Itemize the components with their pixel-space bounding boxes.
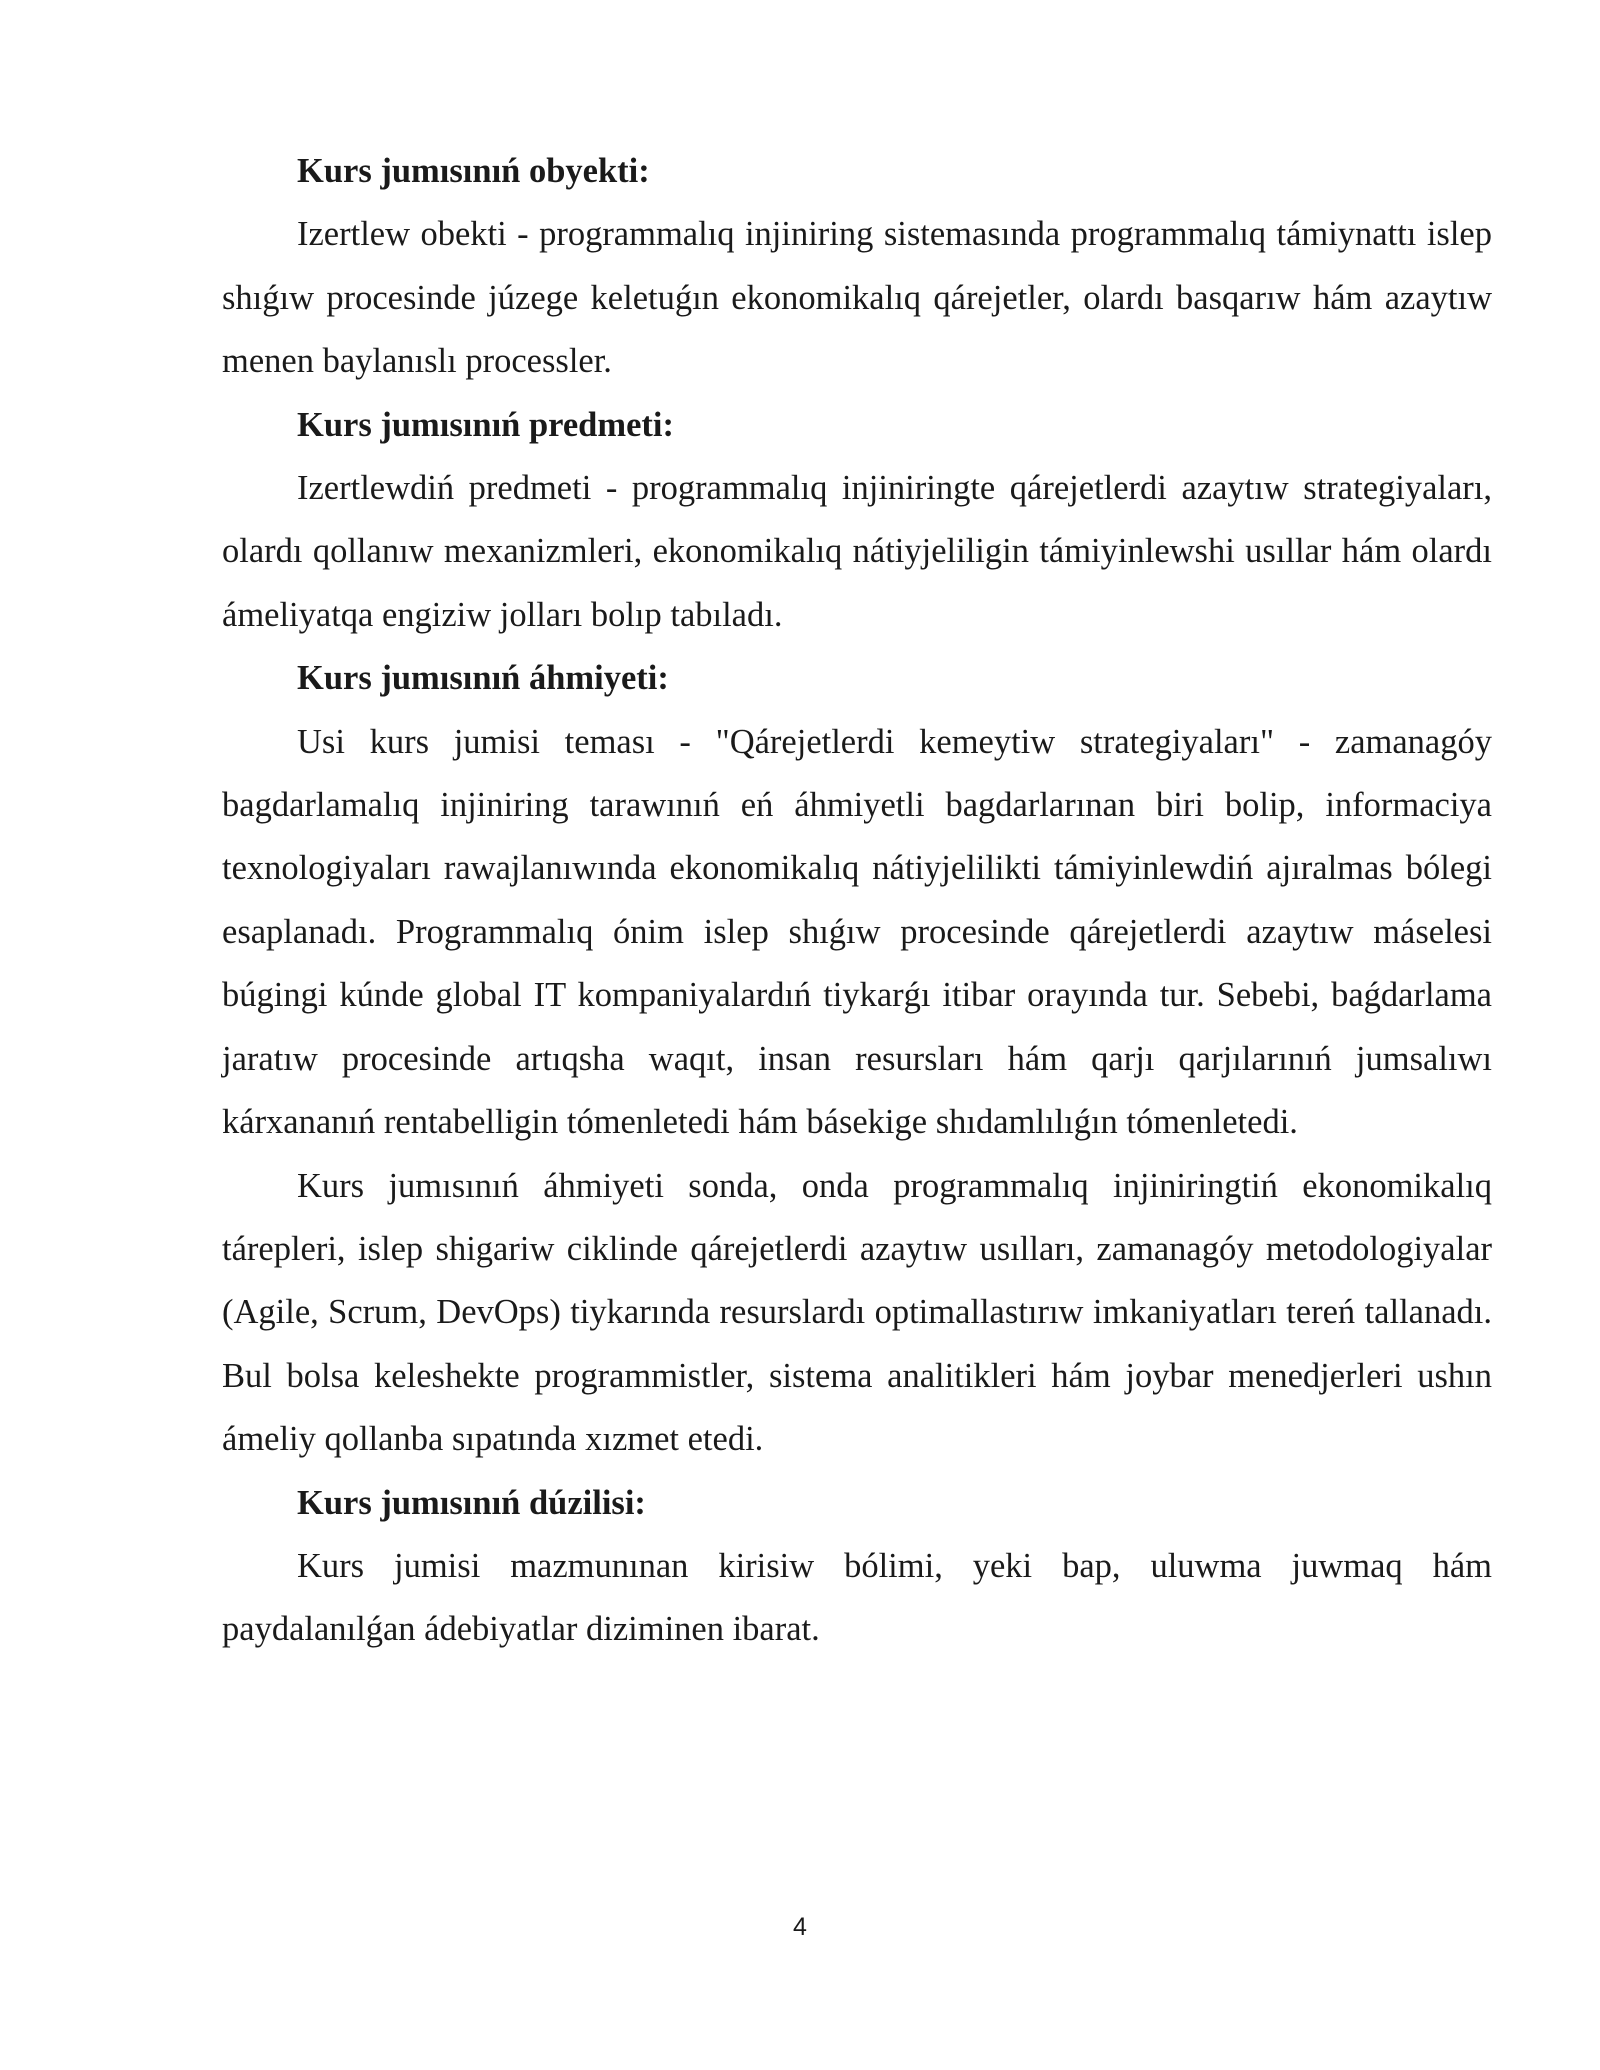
section-paragraph: Kurs jumisi mazmunınan kirisiw bólimi, yeki bap, uluwma juwmaq hám paydalanılǵan ádebiyatlar diziminen ibarat. — [222, 1546, 1492, 1649]
page-number: 4 — [793, 1913, 807, 1941]
section-paragraph: Usi kurs jumisi teması - "Qárejetlerdi kemeytiw strategiyaları" - zamanagóy bagdarlamalıq injiniring tarawınıń eń áhmiyetli bagdarlarınan biri bolip, informaciya texnologiyaları rawajlanıwında ekonomikalıq nátiyjelilikti támiyinlewdiń ajıralmas bólegi esaplanadı. Programmalıq ónim islep shıǵıw procesinde qárejetlerdi azaytıw máselesi búgingi kúnde global IT kompaniyalardıń tiykarǵı itibar orayında tur. Sebebi, baǵdarlama jaratıw procesinde artıqsha waqıt, insan resursları hám qarjı qarjılarınıń jumsalıwı kárxananıń rentabelligin tómenletedi hám básekige shıdamlılıǵın tómenletedi. — [222, 722, 1492, 1142]
section-heading: Kurs jumısınıń dúzilisi: — [297, 1483, 646, 1522]
section-paragraph: Kurs jumısınıń áhmiyeti sonda, onda programmalıq injiniringtiń ekonomikalıq tárepleri, islep shigariw ciklinde qárejetlerdi azaytıw usılları, zamanagóy metodologiyalar (Agile, Scrum, DevOps) tiykarında resurslardı optimallastırıw imkaniyatları tereń tallanadı. Bul bolsa keleshekte programmistler, sistema analitikleri hám joybar menedjerleri ushın ámeliy qollanba sıpatında xızmet etedi. — [222, 1166, 1492, 1459]
section-paragraph: Izertlewdiń predmeti - programmalıq injiniringte qárejetlerdi azaytıw strategiyaları, olardı qollanıw mexanizmleri, ekonomikalıq nátiyjeliligin támiyinlewshi usıllar hám olardı ámeliyatqa engiziw jolları bolıp tabıladı. — [222, 469, 1492, 634]
page-body — [222, 140, 1492, 1662]
section-importance — [222, 647, 1492, 1471]
section-heading: Kurs jumısınıń áhmiyeti: — [297, 659, 669, 698]
section-subject — [222, 394, 1492, 648]
section-heading: Kurs jumısınıń predmeti: — [297, 405, 674, 444]
section-paragraph: Izertlew obekti - programmalıq injiniring sistemasında programmalıq támiynattı islep shıǵıw procesinde júzege keletuǵın ekonomikalıq qárejetler, olardı basqarıw hám azaytıw menen baylanıslı processler. — [222, 215, 1492, 381]
section-object — [222, 140, 1492, 394]
section-heading: Kurs jumısınıń obyekti: — [297, 152, 650, 190]
section-structure — [222, 1472, 1492, 1662]
